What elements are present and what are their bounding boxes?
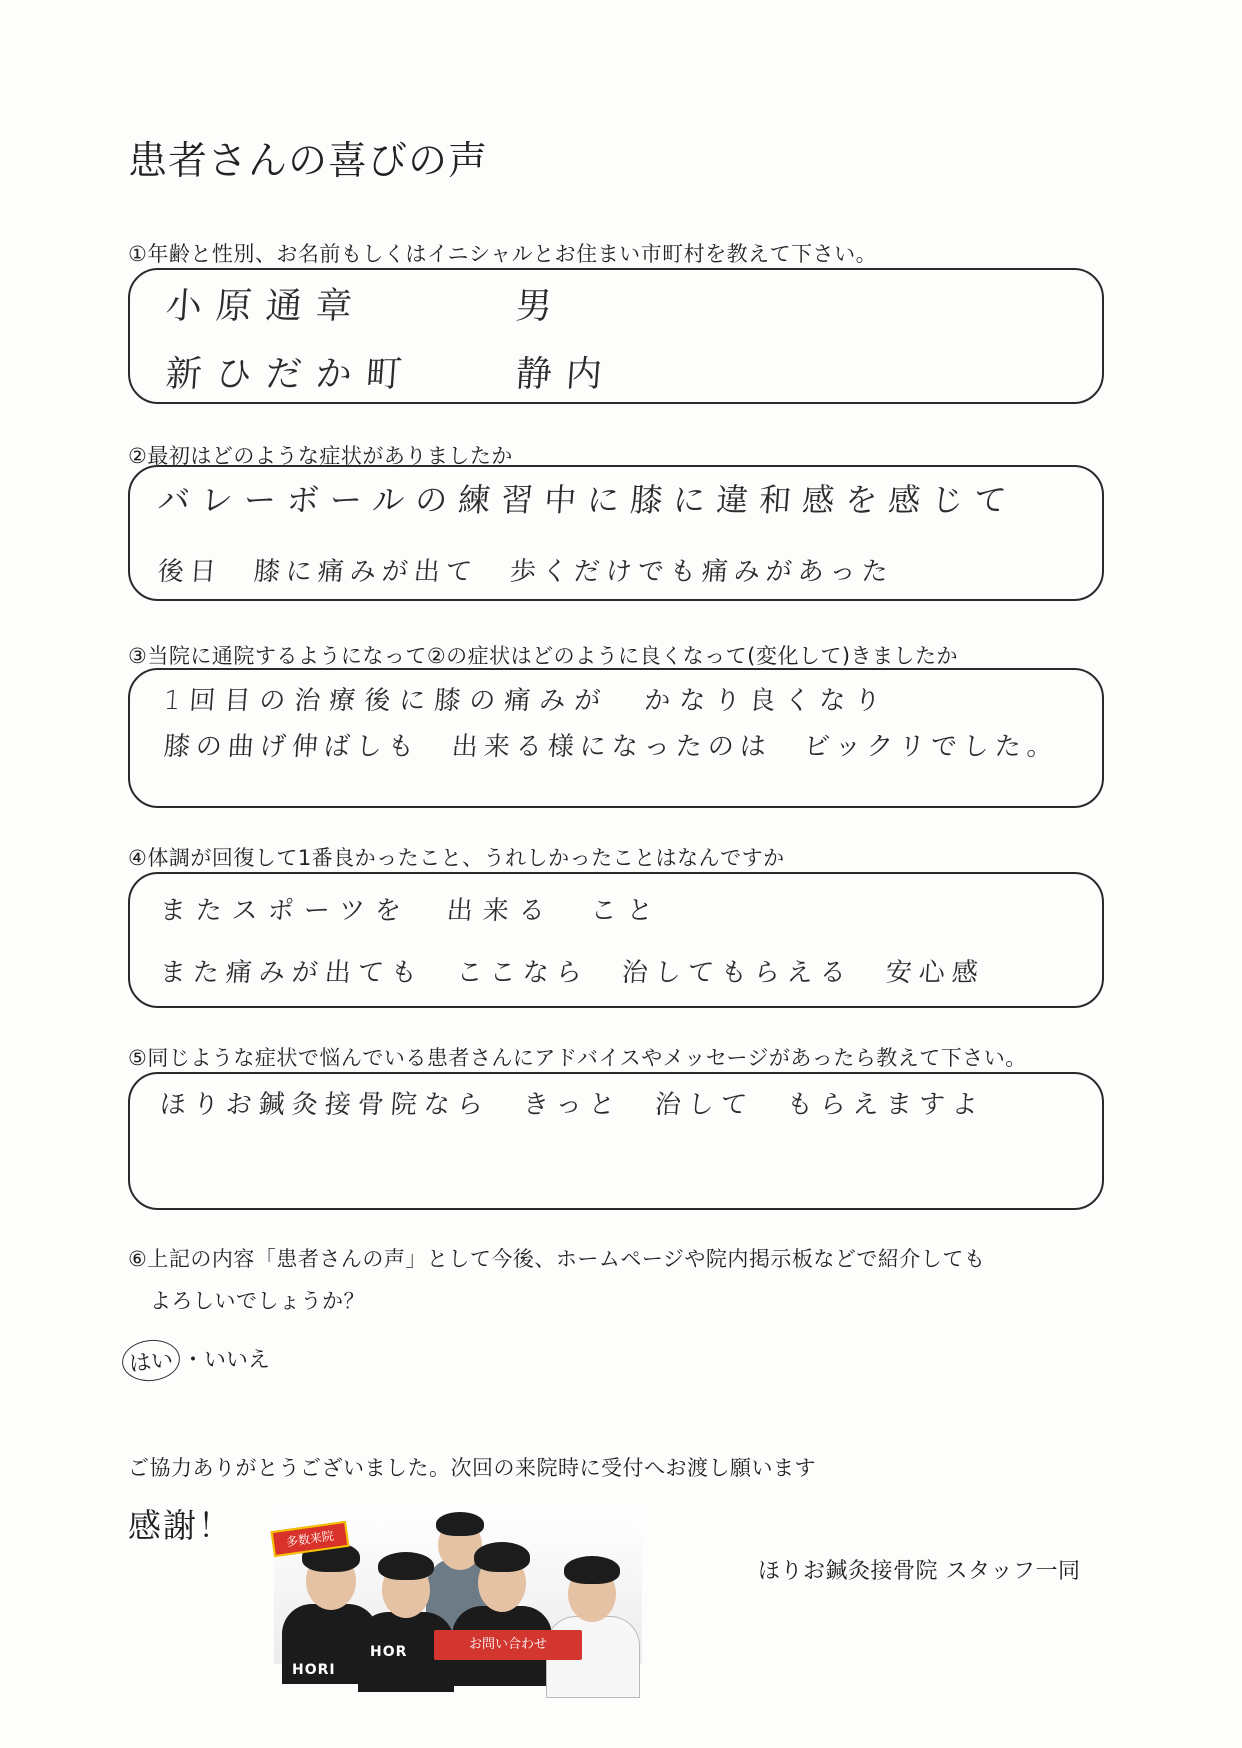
answer-3-line-1: 1回目の治療後に膝の痛みが かなり良くなり (162, 686, 891, 716)
kansha-heading: 感謝！ (128, 1506, 233, 1545)
answer-box-4 (128, 872, 1104, 1008)
staff-hair (474, 1542, 530, 1572)
answer-box-1 (128, 268, 1104, 404)
consent-question-line-2: よろしいでしょうか？ (150, 1289, 365, 1313)
question-4-label: ④体調が回復して1番良かったこと、うれしかったことはなんですか (128, 846, 785, 870)
answer-3-line-2: 膝の曲げ伸ばしも 出来る様になったのは ビックリでした。 (162, 732, 1060, 762)
shirt-logo-2: HOR (370, 1644, 408, 1660)
many-visitors-badge: 多数来院 (271, 1521, 350, 1557)
answer-1-line-1: 小原通章 男 (164, 286, 568, 327)
staff-signature: ほりお鍼灸接骨院 スタッフ一同 (758, 1559, 1081, 1584)
page-title: 患者さんの喜びの声 (128, 139, 489, 184)
answer-2-line-1: バレーボールの練習中に膝に違和感を感じて (156, 481, 1019, 519)
staff-hair (378, 1552, 434, 1580)
answer-box-2 (128, 465, 1104, 601)
shirt-logo-1: HORI (292, 1662, 336, 1678)
staff-photo (274, 1506, 642, 1678)
consent-yes-circled: はい (120, 1337, 182, 1384)
consent-no: ・いいえ (182, 1348, 271, 1373)
question-3-label: ③当院に通院するようになって②の症状はどのように良くなって(変化して)きましたか (128, 644, 959, 668)
question-2-label: ②最初はどのような症状がありましたか (128, 444, 513, 468)
question-5-label: ⑤同じような症状で悩んでいる患者さんにアドバイスやメッセージがあったら教えて下さい。 (128, 1046, 1027, 1070)
staff-hair (564, 1556, 620, 1584)
answer-box-5 (128, 1072, 1104, 1210)
answer-5-line-1: ほりお鍼灸接骨院なら きっと 治して もらえますよ (158, 1090, 986, 1120)
contact-button: お問い合わせ (434, 1630, 582, 1660)
staff-hair (436, 1512, 484, 1536)
answer-4-line-1: またスポーツを 出来る こと (158, 896, 664, 926)
thanks-message: ご協力ありがとうございました。次回の来院時に受付へお渡し願います (128, 1456, 816, 1480)
consent-question-line-1: ⑥上記の内容「患者さんの声」として今後、ホームページや院内掲示板などで紹介しても (128, 1247, 986, 1271)
answer-1-line-2: 新ひだか町 静内 (164, 354, 618, 395)
answer-2-line-2: 後日 膝に痛みが出て 歩くだけでも痛みがあった (156, 557, 895, 587)
answer-box-3 (128, 668, 1104, 808)
question-1-label: ①年齢と性別、お名前もしくはイニシャルとお住まい市町村を教えて下さい。 (128, 242, 878, 266)
answer-4-line-2: また痛みが出ても ここなら 治してもらえる 安心感 (158, 958, 986, 988)
